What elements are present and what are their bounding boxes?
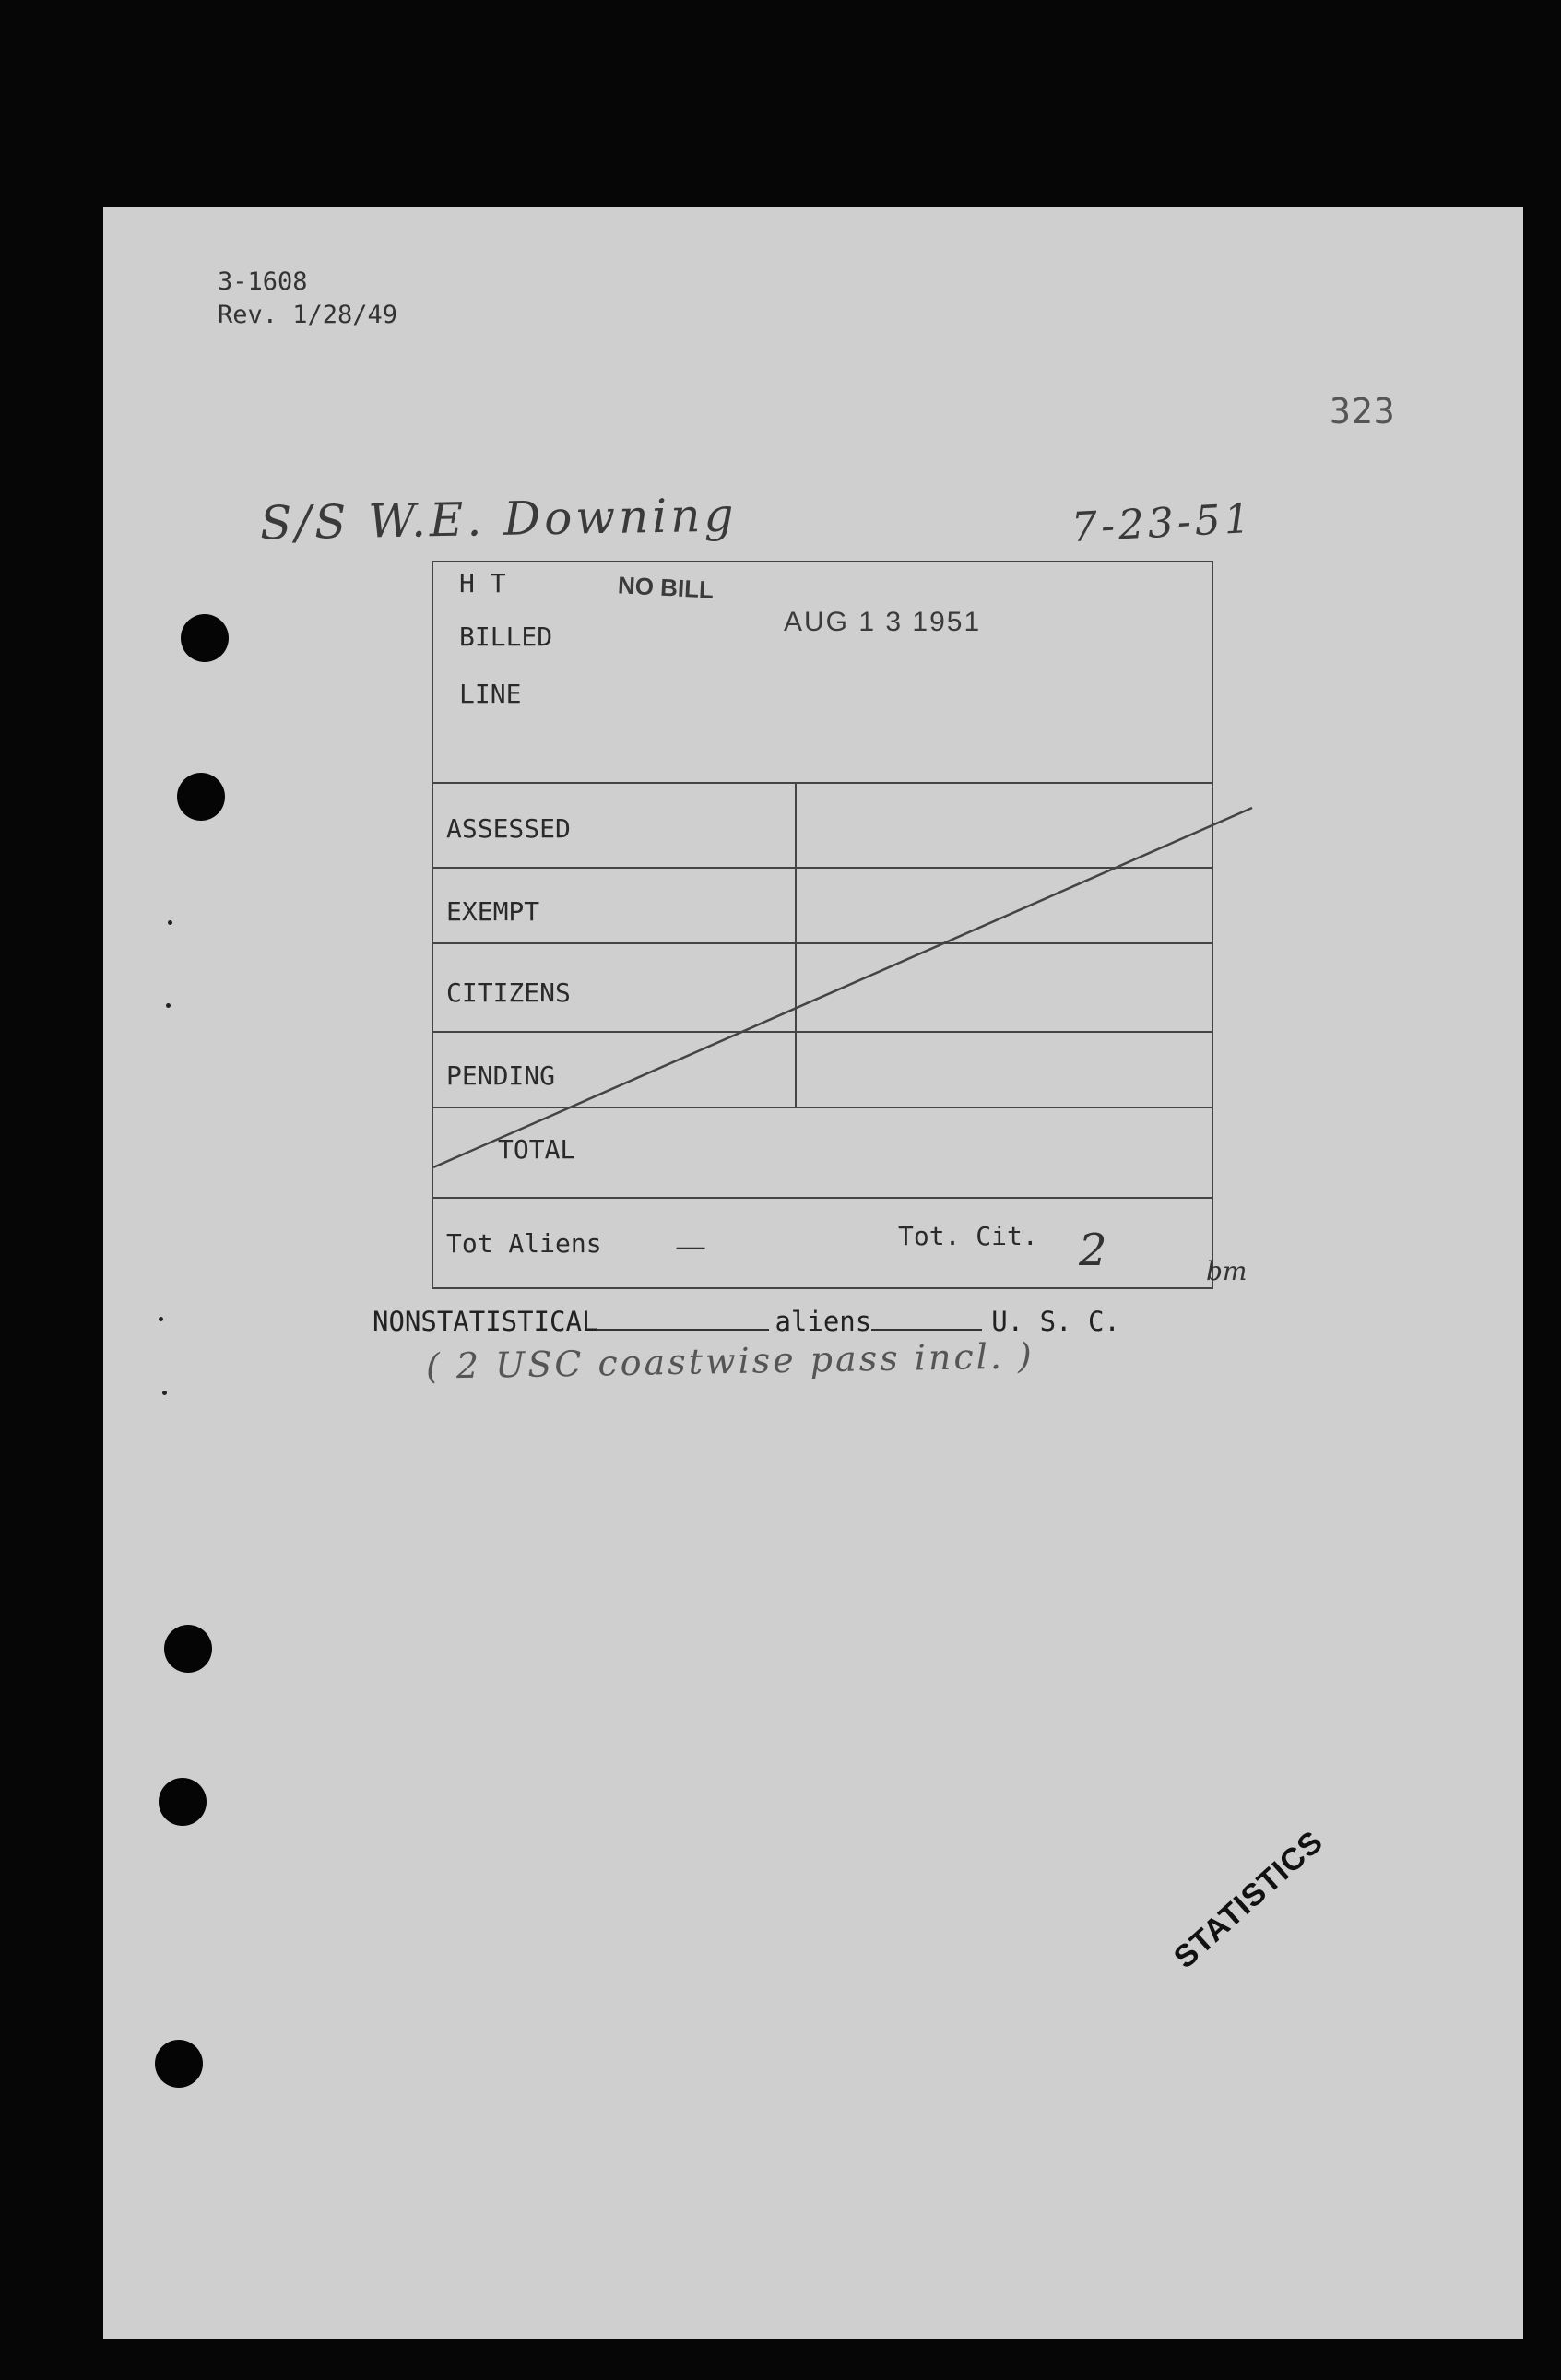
- punch-hole: [159, 1778, 207, 1826]
- date-stamp: AUG 1 3 1951: [784, 607, 982, 637]
- tot-aliens-label: Tot Aliens: [446, 1228, 602, 1259]
- initials: bm: [1206, 1256, 1248, 1286]
- speck: [168, 920, 172, 925]
- tot-cit-value: 2: [1079, 1225, 1107, 1276]
- punch-hole: [181, 614, 229, 662]
- page-number: 323: [1330, 391, 1396, 432]
- label-ht: H T: [459, 568, 506, 598]
- tot-aliens-value: —: [675, 1228, 706, 1265]
- handwritten-date: 7-23-51: [1070, 494, 1255, 552]
- punch-hole: [155, 2040, 203, 2088]
- nonstatistical-label: NONSTATISTICAL: [373, 1306, 598, 1337]
- row-label-pending: PENDING: [446, 1060, 556, 1091]
- row-label-citizens: CITIZENS: [446, 977, 571, 1008]
- statistics-form-table: [432, 561, 1248, 1289]
- punch-hole: [164, 1625, 212, 1673]
- blank-field: [871, 1307, 982, 1331]
- tot-cit-label: Tot. Cit.: [898, 1221, 1038, 1251]
- speck: [162, 1391, 167, 1395]
- speck: [166, 1003, 171, 1008]
- vessel-name: S/S W.E. Downing: [259, 488, 738, 551]
- row-label-exempt: EXEMPT: [446, 896, 540, 927]
- nonstatistical-line: [373, 1306, 1120, 1337]
- total-label: TOTAL: [498, 1134, 576, 1165]
- statistics-stamp: STATISTICS: [1166, 1823, 1330, 1976]
- blank-field: [597, 1307, 769, 1331]
- aliens-label: aliens: [775, 1306, 872, 1337]
- row-label-assessed: ASSESSED: [446, 813, 571, 844]
- handwritten-note: ( 2 USC coastwise pass incl. ): [425, 1335, 1035, 1387]
- punch-hole: [177, 773, 225, 821]
- form-revision: Rev. 1/28/49: [218, 301, 398, 329]
- label-billed: BILLED: [459, 622, 553, 652]
- no-bill-stamp: NO BILL: [617, 571, 715, 604]
- form-code-block: [218, 266, 397, 332]
- usc-label: U. S. C.: [991, 1306, 1120, 1337]
- diagonal-cancel-line: [433, 562, 1263, 1300]
- label-line: LINE: [459, 679, 522, 709]
- speck: [159, 1317, 163, 1321]
- form-code: 3-1608: [218, 267, 308, 296]
- document-page: [103, 207, 1523, 2339]
